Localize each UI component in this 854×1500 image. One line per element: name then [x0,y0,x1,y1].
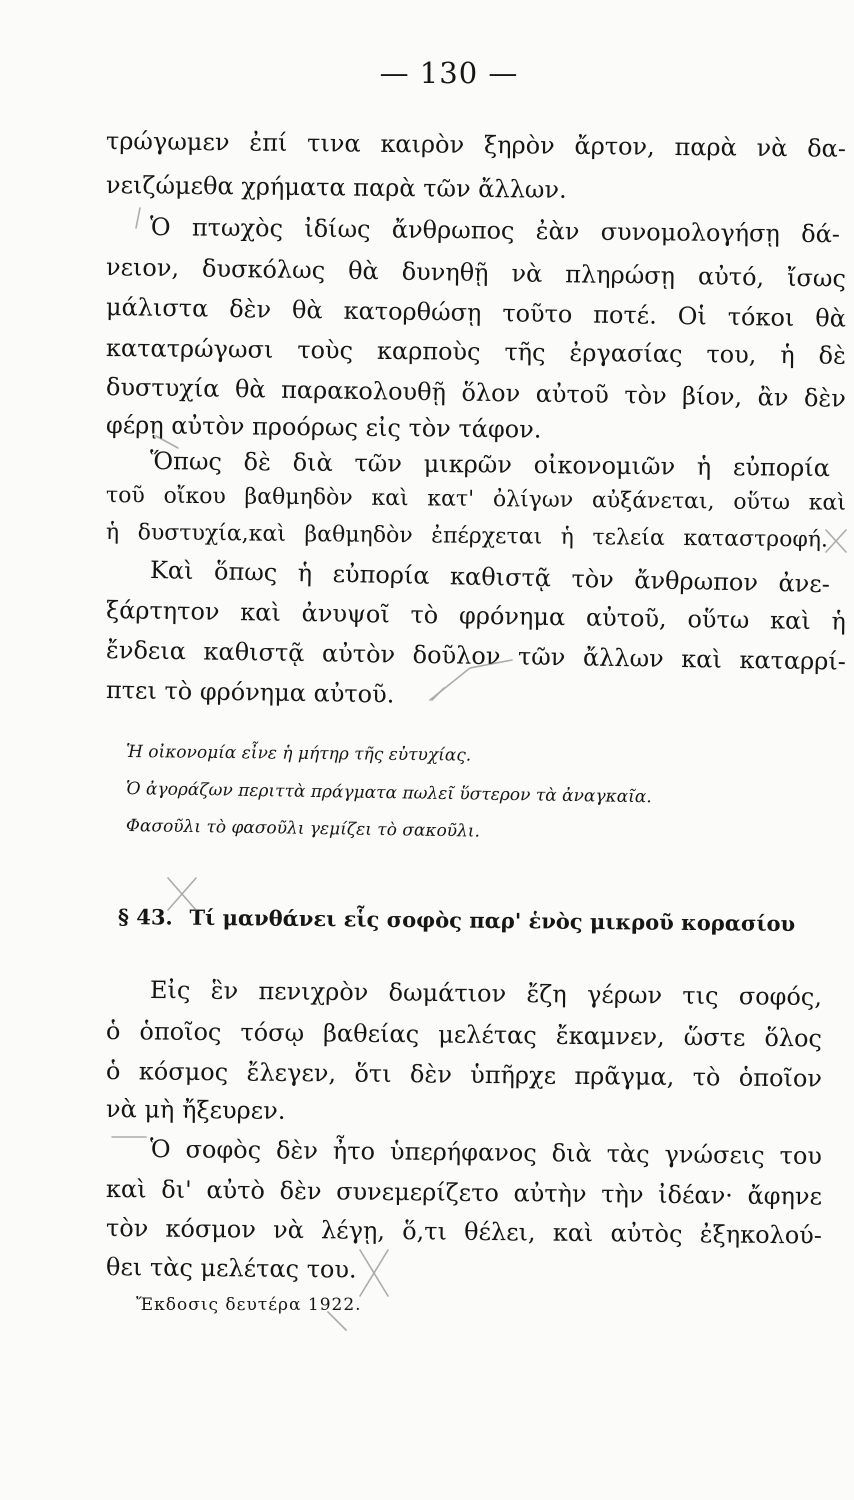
pencil-cross [826,530,846,552]
text-line: ξάρτητον καὶ ἀνυψοῖ τὸ φρόνημα αὐτοῦ, οὕτω καὶ ἡ [105,596,847,636]
section-heading [118,904,818,936]
text-line: Ὅπως δὲ διὰ τῶν μικρῶν οἰκονομιῶν ἡ εὐπορία [149,447,831,483]
text-line: Ὁ σοφὸς δὲν ἦτο ὑπερήφανος διὰ τὰς γνώσεις του [149,1135,823,1171]
text-line: Εἰς ἓν πενιχρὸν δωμάτιον ἔζη γέρων τις σοφός, [149,976,823,1012]
proverb: Ὁ ἀγοράζων περιττὰ πράγματα πωλεῖ ὕστερον τὰ ἀναγκαῖα. [125,779,652,808]
text-line: Καὶ ὅπως ἡ εὐπορία καθιστᾷ τὸν ἄνθρωπον ἀνε- [149,556,831,599]
text-line: ἡ δυστυχία,καὶ βαθμηδὸν ἐπέρχεται ἡ τελεία καταστροφή. [105,520,829,553]
text-line: τρώγωμεν ἐπί τινα καιρὸν ξηρὸν ἄρτον, παρὰ νὰ δα- [105,127,847,163]
text-line: νὰ μὴ ἤξευρεν. [105,1095,286,1125]
pencil-tick [136,208,140,228]
text-line: φέρῃ αὐτὸν προόρως εἰς τὸν τάφον. [105,411,542,444]
section-number: § 43. [117,904,173,930]
text-line: νειον, δυσκόλως θὰ δυνηθῇ νὰ πληρώσῃ αὐτό, ἴσως [105,253,847,293]
text-line: ὁ ὁποῖος τόσῳ βαθείας μελέτας ἔκαμνεν, ὥστε ὅλος [105,1017,823,1053]
section-title: Τί μανθάνει εἷς σοφὸς παρ' ἑνὸς μικροῦ κορασίου [189,904,796,937]
proverb: Ἡ οἰκονομία εἶνε ἡ μήτηρ τῆς εὐτυχίας. [125,742,472,766]
text-line: τοῦ οἴκου βαθμηδὸν καὶ κατ' ὀλίγων αὐξάνεται, οὕτω καὶ [105,483,847,516]
text-line: θει τὰς μελέτας του. [105,1253,357,1284]
text-line: μάλιστα δὲν θὰ κατορθώσῃ τοῦτο ποτέ. Οἱ τόκοι θὰ [105,293,847,333]
proverb: Φασοῦλι τὸ φασοῦλι γεμίζει τὸ σακοῦλι. [125,816,481,842]
text-line: τὸν κόσμον νὰ λέγῃ, ὅ,τι θέλει, καὶ αὐτὸς ἐξηκολού- [105,1214,823,1250]
text-line: καὶ δι' αὐτὸ δὲν συνεμερίζετο αὐτὴν τὴν ἰδέαν· ἄφηνε [105,1175,823,1211]
text-line: νειζώμεθα χρήματα παρὰ τῶν ἄλλων. [105,171,567,204]
text-line: δυστυχία θὰ παρακολουθῇ ὅλον αὐτοῦ τὸν βίον, ἂν δὲν [105,373,847,413]
text-line: Ὁ πτωχὸς ἰδίως ἄνθρωπος ἐὰν συνομολογήσῃ δά- [149,213,841,249]
page-number: — 130 — [379,56,519,90]
text-line: πτει τὸ φρόνημα αὐτοῦ. [105,676,395,709]
text-line: κατατρώγωσι τοὺς καρποὺς τῆς ἐργασίας του, ἡ δὲ [105,334,847,370]
footnote: Ἔκδοσις δευτέρα 1922. [136,1295,362,1315]
text-line: ἔνδεια καθιστᾷ αὐτὸν δοῦλον τῶν ἄλλων καὶ καταρρί- [105,636,847,676]
text-line: ὁ κόσμος ἔλεγεν, ὅτι δὲν ὑπῆρχε πρᾶγμα, τὸ ὁποῖον [105,1057,823,1093]
